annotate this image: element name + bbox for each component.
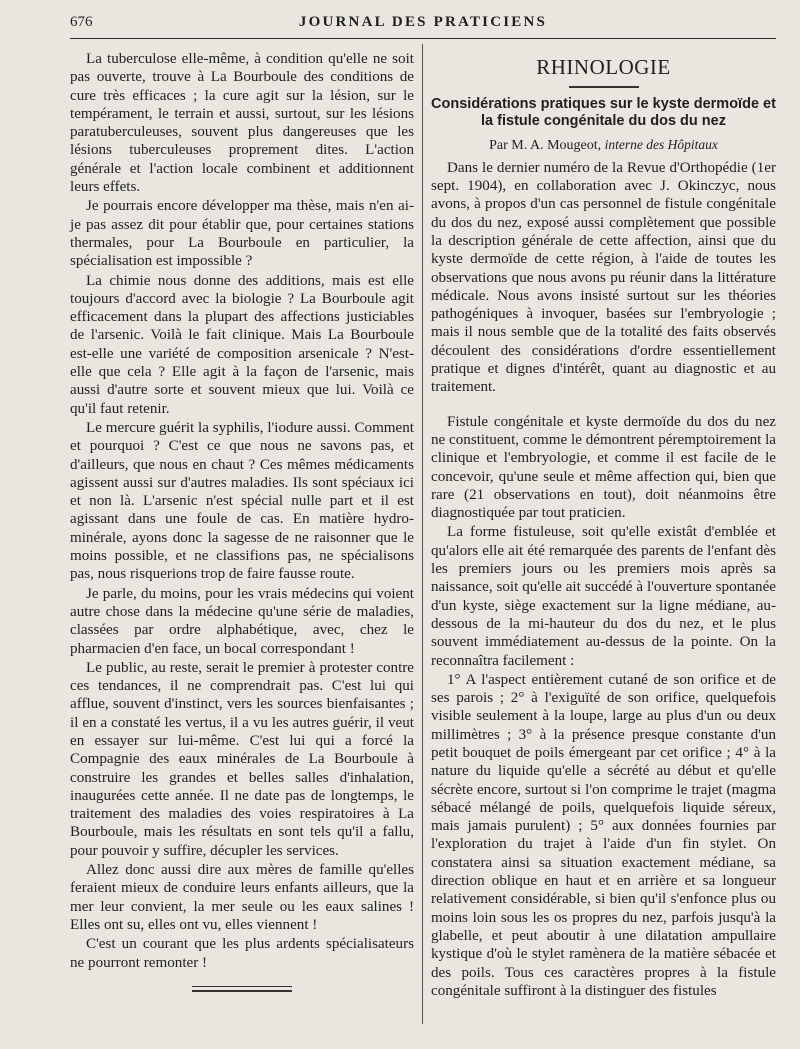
page-header (70, 10, 776, 39)
page-number: 676 (70, 14, 93, 30)
end-rule (192, 990, 292, 992)
paragraph: La forme fistuleuse, soit qu'elle existât d'emblée et qu'alors elle ait été remarquée des parents de l'enfant dès les premiers jours ou les premiers mois après sa naissance, soit qu'elle ait succédé à l'ouverture spontanée d'un kyste, siège exactement sur la ligne médiane, au-dessous de la mi-hauteur du dos du nez, et le plus souvent immédiatement au-dessus de la pointe. On la reconnaîtra facilement : (431, 524, 776, 669)
column-divider (422, 44, 423, 1024)
paragraph: Fistule congénitale et kyste dermoïde du dos du nez ne constituent, comme le démontrent péremptoirement la clinique et l'embryologie, et comme il est facile de le concevoir, qu'une seule et même affection qui, bien que rare (21 observations en tout), doit néanmoins être diagnostiquée par tout praticien. (431, 413, 776, 522)
title-rule (569, 86, 639, 88)
section-spacer (431, 397, 776, 413)
paragraph: La chimie nous donne des additions, mais est elle toujours d'accord avec la biologie ? La Bourboule agit efficacement dans la plupart des affections justiciables de l'arsenic. Voilà le fait clinique. Mais La Bourboule est-elle une variété de composition arsenicale ? N'est-elle que cela ? Elle agit à la façon de l'arsenic, mais aussi d'autre sorte et souvent mieux que lui. Voilà ce qu'il faut retenir. (70, 272, 414, 417)
section-title: RHINOLOGIE (536, 55, 671, 79)
left-column (70, 50, 414, 992)
end-rule (192, 986, 292, 988)
paragraph: C'est un courant que les plus ardents spécialisateurs ne pourront remonter ! (70, 936, 414, 971)
paragraph: Allez donc aussi dire aux mères de famille qu'elles feraient mieux de conduire leurs enfants ailleurs, que la mer leur convient, la mer seule ou les eaux salines ! Elles ont su, elles ont vu, elles viennent ! (70, 862, 414, 933)
byline (431, 136, 776, 155)
paragraph: 1° A l'aspect entièrement cutané de son orifice et de ses parois ; 2° à l'exiguïté de son orifice, quelquefois visible seulement à la loupe, large au plus d'un ou deux millimètres ; 3° à la présence presque constante d'un petit bouquet de poils émergeant par cet orifice ; 4° à la nature du liquide qu'elle a sécrété au début et qu'elle sécrète encore, surtout si l'on comprime le trajet (magma sébacé mélangé de poils, quelquefois liquide séreux, mais jamais purulent) ; 5° aux données fournies par l'exploration du trajet à l'aide d'un fin stylet. On constatera ainsi sa situation exactement médiane, sa direction oblique en haut et en arrière et sa longueur relativement considérable, si bien qu'il s'enfonce plus ou moins loin sous les os propres du nez, parfois jusqu'à la glabelle, et peut aboutir à une dilatation ampullaire kystique d'où le stylet ramènera de la matière sébacée et des poils. Tous ces caractères propres à la fistule congénitale suffiront à la distinguer des fistules (431, 671, 776, 999)
article-title: Considérations pratiques sur le kyste dermoïde et la fistule congénitale du dos du nez (431, 95, 776, 129)
journal-title: JOURNAL DES PRATICIENS (298, 14, 548, 30)
paragraph: La tuberculose elle-même, à condition qu'elle ne soit pas ouverte, trouve à La Bourboule des conditions de cure très efficaces ; la cure agit sur la lésion, sur le tempérament, le terrain et aussi, surtout, sur les lésions paratuberculeuses, souvent plus dangereuses que les lésions tuberculeuses proprement dites. L'action générale et l'action locale combinent et additionnent leurs effets. (70, 51, 414, 196)
paragraph: Le public, au reste, serait le premier à protester contre ces tendances, il ne comprendrait pas. C'est lui qui afflue, souvent d'instinct, vers les sources bienfaisantes ; il en a constaté les vertus, il a vu les autres guérir, il veut en essayer sur lui-même. C'est lui qui a forcé la Compagnie des eaux minérales de La Bourboule à construire les grandes et belles salles d'inhalation, inaugurées cette année. Il ne date pas de longtemps, le traitement des maladies des voies respiratoires à La Bourboule, mais les résultats en sont tels qu'il a fallu, pour pouvoir y suffire, décupler les services. (70, 659, 414, 859)
paragraph: Le mercure guérit la syphilis, l'iodure aussi. Comment et pourquoi ? C'est ce que nous ne savons pas, et d'ailleurs, que nous en chaut ? Ces mêmes médicaments agissent aussi sur d'autres maladies. Ils sont spéciaux ici et non là. L'arsenic n'est spécial nulle part et il est agissant dans une foule de cas. En matière hydro-minérale, ayons donc la sagesse de ne raisonner que le moins possible, et ne classifions pas, ne spécialisons pas, nous risquerions trop de faire fausse route. (70, 419, 414, 583)
paragraph: Je parle, du moins, pour les vrais médecins qui voient autre chose dans la médecine qu'une série de maladies, classées par ordre alphabétique, avec, chez le pharmacien d'en face, un bocal correspondant ! (70, 585, 414, 657)
right-column (431, 50, 776, 1000)
byline-role: interne des Hôpitaux (604, 136, 718, 152)
byline-author: Par M. A. Mougeot, (489, 137, 602, 153)
paragraph: Dans le dernier numéro de la Revue d'Orthopédie (1er sept. 1904), en collaboration avec J. Okinczyc, nous avons, à propos d'un cas personnel de fistule congénitale du dos du nez, exposé aussi complètement que possible la description générale de cette affection, ainsi que du kyste dermoïde de cette région, à l'aide de toutes les observations que nous avons pu réunir dans la littérature médicale. Nous avons insisté surtout sur les théories pathogéniques à invoquer, basées sur l'embryologie ; mais il nous semble que de la totalité des faits observés découlent des considérations d'ordre essentiellement pratique et dignes d'intérêt, quant au diagnostic et au traitement. (431, 159, 776, 396)
paragraph: Je pourrais encore développer ma thèse, mais n'en ai-je pas assez dit pour établir que, pour certaines stations thermales, pour La Bourboule en particulier, la spécialisation est impossible ? (70, 198, 414, 270)
